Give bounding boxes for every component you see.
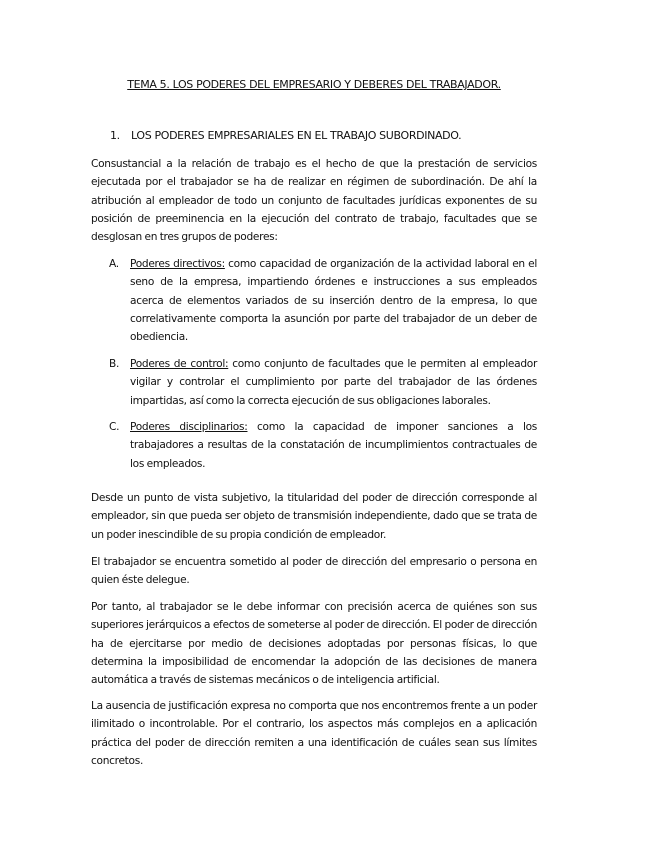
- intro-paragraph: Consustancial a la relación de trabajo es el hecho de que la prestación de servicios ejecutada por el trabajador se ha de realizar en régimen de subordinación. De ahí la atribución al empleador de todo un conjunto de facultades jurídicas exponentes de su posición de preeminencia en la ejecución del contrato de trabajo, facultades que se desglosan en tres grupos de poderes:: [91, 158, 537, 244]
- list-item-control-powers: [109, 355, 537, 410]
- list-item-text: como capacidad de organización de la actividad laboral en el seno de la empresa, impartiendo órdenes e instrucciones a sus empleados acerca de elementos variados de su inserción dentro de la empresa, lo que correlativamente comporta la asunción por parte del trabajador de un deber de obediencia.: [130, 258, 537, 344]
- document-title: TEMA 5. LOS PODERES DEL EMPRESARIO Y DEBERES DEL TRABAJADOR.: [127, 78, 501, 91]
- powers-list-b: [109, 355, 537, 410]
- powers-list: [109, 255, 537, 346]
- body-paragraph: Por tanto, al trabajador se le debe informar con precisión acerca de quiénes son sus superiores jerárquicos a efectos de someterse al poder de dirección. El poder de dirección ha de ejercitarse por medio de decisiones adoptadas por personas físicas, lo que determina la imposibilidad de encomendar la adopción de las decisiones de manera automática a través de sistemas mecánicos o de inteligencia artificial.: [91, 601, 537, 687]
- list-item-term: Poderes directivos:: [130, 258, 225, 270]
- body-paragraph: El trabajador se encuentra sometido al poder de dirección del empresario o persona en quien éste delegue.: [91, 556, 537, 587]
- paragraph-block-2: [91, 553, 537, 590]
- paragraph-block-4: [91, 697, 537, 770]
- list-item-text: como la capacidad de imponer sanciones a los trabajadores a resultas de la constatación de incumplimientos contractuales de los empleados.: [130, 421, 537, 470]
- list-item-text: como conjunto de facultades que le permiten al empleador vigilar y controlar el cumplimiento por parte del trabajador de las órdenes impartidas, así como la correcta ejecución de sus obligaciones laborales.: [130, 358, 538, 407]
- paragraph-block-1: [91, 489, 537, 544]
- section-heading: [110, 127, 530, 145]
- intro-paragraph-block: [91, 155, 537, 246]
- paragraph-block-3: [91, 598, 537, 689]
- body-paragraph: La ausencia de justificación expresa no comporta que nos encontremos frente a un poder ilimitado o incontrolable. Por el contrario, los aspectos más complejos en a aplicación práctica del poder de dirección remiten a una identificación de cuáles sean sus límites concretos.: [91, 700, 537, 767]
- section-number: 1.: [110, 129, 120, 142]
- list-item-directive-powers: [109, 255, 537, 346]
- list-marker: C.: [109, 421, 120, 433]
- list-marker: A.: [109, 258, 119, 270]
- powers-list-c: [109, 418, 537, 473]
- list-item-disciplinary-powers: [109, 418, 537, 473]
- list-item-term: Poderes de control:: [130, 358, 229, 370]
- list-item-term: Poderes disciplinarios:: [130, 421, 248, 433]
- body-paragraph: Desde un punto de vista subjetivo, la titularidad del poder de dirección corresponde al empleador, sin que pueda ser objeto de transmisión independiente, dado que se trata de un poder inescindible de su propia condición de empleador.: [91, 492, 537, 541]
- list-marker: B.: [109, 358, 120, 370]
- section-heading-text: LOS PODERES EMPRESARIALES EN EL TRABAJO SUBORDINADO.: [131, 129, 462, 142]
